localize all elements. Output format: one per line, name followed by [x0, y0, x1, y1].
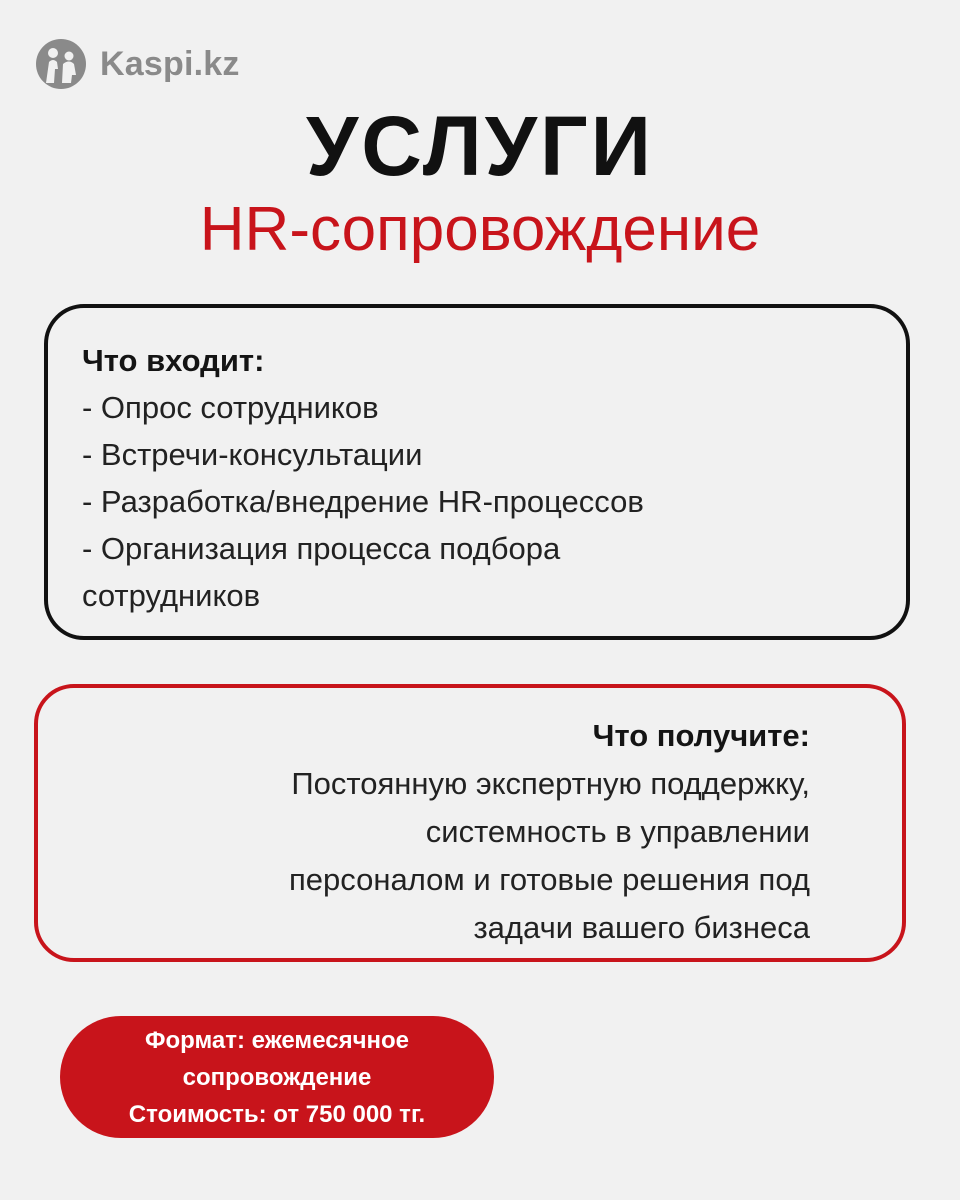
- format-value: сопровождение: [182, 1064, 372, 1091]
- list-item: - Встречи-консультации: [82, 437, 423, 472]
- price-badge: [60, 1016, 494, 1138]
- list-item: сотрудников: [82, 578, 261, 613]
- page-title: УСЛУГИ: [305, 99, 654, 193]
- result-text: [98, 760, 810, 952]
- includes-card: [44, 304, 910, 640]
- result-line: задачи вашего бизнеса: [473, 910, 810, 945]
- list-item: - Опрос сотрудников: [82, 390, 379, 425]
- result-card: [34, 684, 906, 962]
- includes-heading: Что входит:: [82, 343, 265, 378]
- result-line: персоналом и готовые решения под: [289, 862, 810, 897]
- list-item: - Разработка/внедрение HR-процессов: [82, 484, 644, 519]
- format-label: Формат: ежемесячное: [144, 1027, 410, 1054]
- brand-name: Kaspi.kz: [100, 44, 240, 83]
- page-subtitle: HR-сопровождение: [199, 195, 761, 264]
- people-silhouette-icon: [36, 39, 86, 89]
- brand-header: [36, 38, 240, 90]
- includes-list: [82, 384, 872, 619]
- result-heading: Что получите:: [592, 718, 810, 753]
- result-line: системность в управлении: [425, 814, 810, 849]
- list-item: - Организация процесса подбора: [82, 531, 561, 566]
- price-label: Стоимость: от 750 000 тг.: [128, 1101, 426, 1128]
- result-line: Постоянную экспертную поддержку,: [291, 766, 810, 801]
